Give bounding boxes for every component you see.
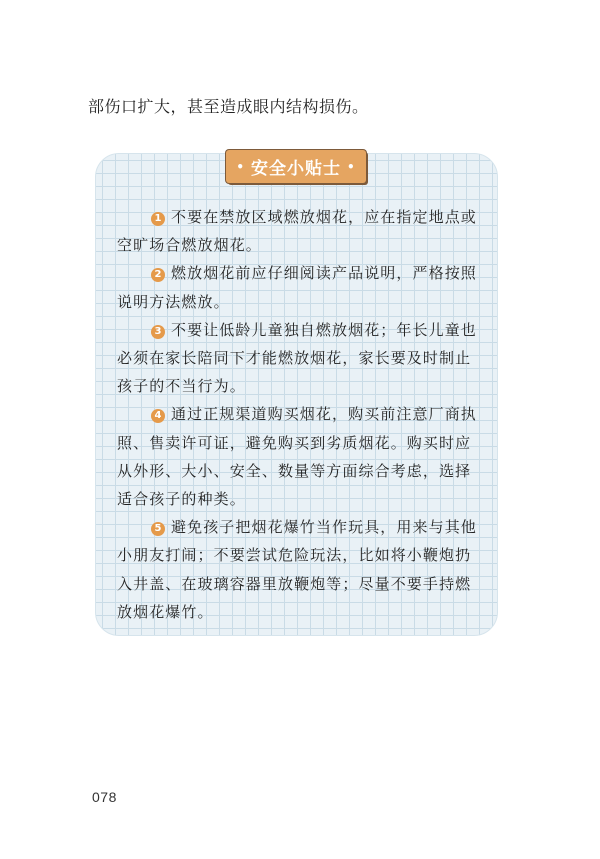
title-dot-right: • <box>347 159 356 174</box>
tips-list <box>117 203 482 626</box>
number-badge-icon: 2 <box>151 268 165 282</box>
tip-text: 避免孩子把烟花爆竹当作玩具，用来与其他小朋友打闹；不要尝试危险玩法，比如将小鞭炮扔入井盖、在玻璃容器里放鞭炮等；尽量不要手持燃放烟花爆竹。 <box>117 518 477 621</box>
tip-item <box>117 316 482 401</box>
tips-title-banner <box>226 150 366 183</box>
tip-text: 不要在禁放区域燃放烟花，应在指定地点或空旷场合燃放烟花。 <box>117 208 477 255</box>
title-dot-left: • <box>236 159 245 174</box>
number-badge-icon: 1 <box>151 212 165 226</box>
tip-item <box>117 203 482 259</box>
tip-text: 不要让低龄儿童独自燃放烟花；年长儿童也必须在家长陪同下才能燃放烟花，家长要及时制止孩子的不当行为。 <box>117 320 477 396</box>
tips-title: 安全小贴士 <box>251 159 341 179</box>
intro-paragraph: 部伤口扩大，甚至造成眼内结构损伤。 <box>88 97 369 116</box>
tip-item <box>117 259 482 315</box>
number-badge-icon: 4 <box>151 409 165 423</box>
number-badge-icon: 5 <box>151 522 165 536</box>
number-badge-icon: 3 <box>151 325 165 339</box>
tip-text: 燃放烟花前应仔细阅读产品说明，严格按照说明方法燃放。 <box>117 264 477 311</box>
page-number: 078 <box>92 789 117 805</box>
tip-text: 通过正规渠道购买烟花，购买前注意厂商执照、售卖许可证，避免购买到劣质烟花。购买时应从外形、大小、安全、数量等方面综合考虑，选择适合孩子的种类。 <box>117 405 477 509</box>
tip-item <box>117 400 482 513</box>
tip-item <box>117 513 482 626</box>
